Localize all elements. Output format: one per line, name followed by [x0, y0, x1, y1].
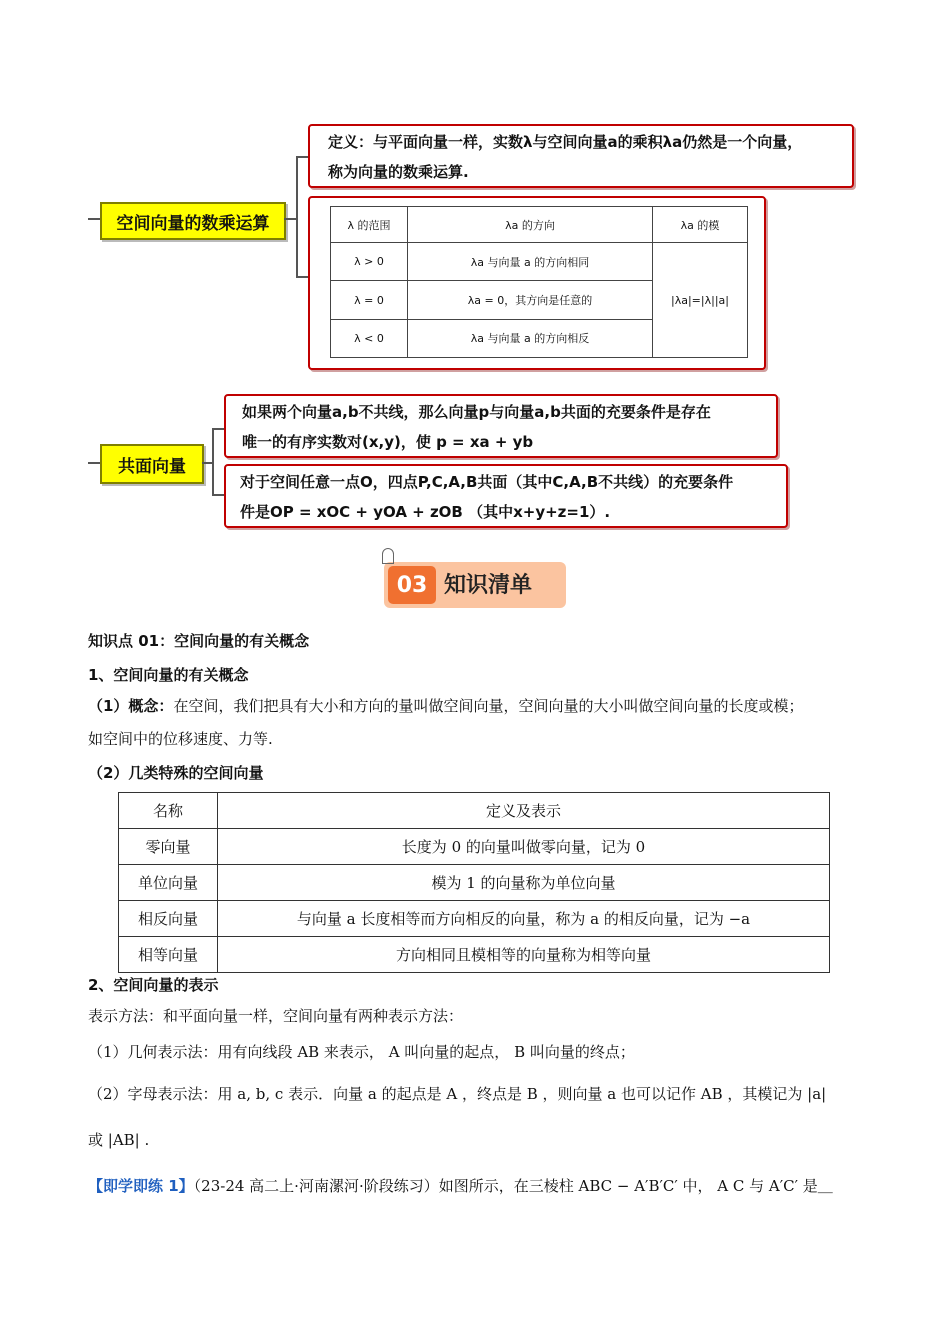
- table-cell: 长度为 0 的向量叫做零向量，记为 0: [218, 829, 830, 865]
- repr-intro: 表示方法：和平面向量一样，空间向量有两种表示方法：: [88, 1007, 464, 1025]
- col-header-modulus: λa 的模: [653, 207, 748, 243]
- practice-tag: 【即学即练 1】: [88, 1177, 194, 1195]
- table-cell: 方向相同且模相等的向量称为相等向量: [218, 937, 830, 973]
- repr-geometric: （1）几何表示法：用有向线段 AB 来表示， A 叫向量的起点， B 叫向量的终点；: [88, 1043, 635, 1061]
- row-range: λ > 0: [331, 243, 408, 281]
- row-range: λ = 0: [331, 281, 408, 319]
- col-header-range: λ 的范围: [331, 207, 408, 243]
- kp-title: 知识点 01：空间向量的有关概念: [88, 632, 310, 650]
- repr-letter-cont: 或 |AB| .: [88, 1131, 150, 1149]
- special-title: （2）几类特殊的空间向量: [88, 764, 264, 782]
- table-header-name: 名称: [119, 793, 218, 829]
- definition-line2: 称为向量的数乘运算.: [328, 163, 469, 181]
- practice-paragraph: 【即学即练 1】（23-24 高二上·河南漯河·阶段练习）如图所示，在三棱柱 ABC − A′B′C′ 中， A C 与 A′C′ 是＿: [88, 1177, 833, 1195]
- badge-title: 知识清单: [444, 573, 533, 598]
- scalar-definition-box: [308, 124, 854, 188]
- section-badge: [384, 562, 566, 608]
- table-cell: 相反向量: [119, 901, 218, 937]
- table-cell: 模为 1 的向量称为单位向量: [218, 865, 830, 901]
- table-cell: 与向量 a 长度相等而方向相反的向量，称为 a 的相反向量，记为 −a: [218, 901, 830, 937]
- pin-icon: [382, 548, 394, 564]
- table-header-definition: 定义及表示: [218, 793, 830, 829]
- row-direction: λa 与向量 a 的方向相反: [408, 319, 653, 357]
- heading-1: 1、空间向量的有关概念: [88, 666, 249, 684]
- coplanar-box-2: 对于空间任意一点O，四点P,C,A,B共面（其中C,A,B不共线）的充要条件 件是OP = xOC + yOA + zOB （其中x+y+z=1）.: [224, 464, 788, 528]
- modulus-cell: |λa|=|λ||a|: [653, 243, 748, 358]
- concept-paragraph: （1）概念：在空间，我们把具有大小和方向的量叫做空间向量，空间向量的大小叫做空间向量的长度或模； 如空间中的位移速度、力等.: [88, 697, 804, 748]
- table-cell: 零向量: [119, 829, 218, 865]
- definition-line1: 定义：与平面向量一样，实数λ与空间向量a的乘积λa仍然是一个向量，: [328, 133, 803, 151]
- row-direction: λa 与向量 a 的方向相同: [408, 243, 653, 281]
- col-header-direction: λa 的方向: [408, 207, 653, 243]
- repr-letter: （2）字母表示法：用 a, b, c 表示．向量 a 的起点是 A ，终点是 B ，则向量 a 也可以记作 AB ，其模记为 |a|: [88, 1085, 827, 1103]
- coplanar-label: 共面向量: [100, 444, 204, 484]
- special-vectors-table: [118, 792, 830, 973]
- table-cell: 相等向量: [119, 937, 218, 973]
- row-direction: λa = 0，其方向是任意的: [408, 281, 653, 319]
- coplanar-box-1: 如果两个向量a,b不共线，那么向量p与向量a,b共面的充要条件是存在 唯一的有序实数对(x,y)，使 p = xa + yb: [224, 394, 778, 458]
- scalar-table-box: [308, 196, 766, 370]
- row-range: λ < 0: [331, 319, 408, 357]
- badge-number: 03: [388, 566, 436, 604]
- scalar-mult-label: 空间向量的数乘运算: [100, 202, 286, 240]
- scalar-table: [330, 206, 748, 358]
- heading-2: 2、空间向量的表示: [88, 976, 219, 994]
- table-cell: 单位向量: [119, 865, 218, 901]
